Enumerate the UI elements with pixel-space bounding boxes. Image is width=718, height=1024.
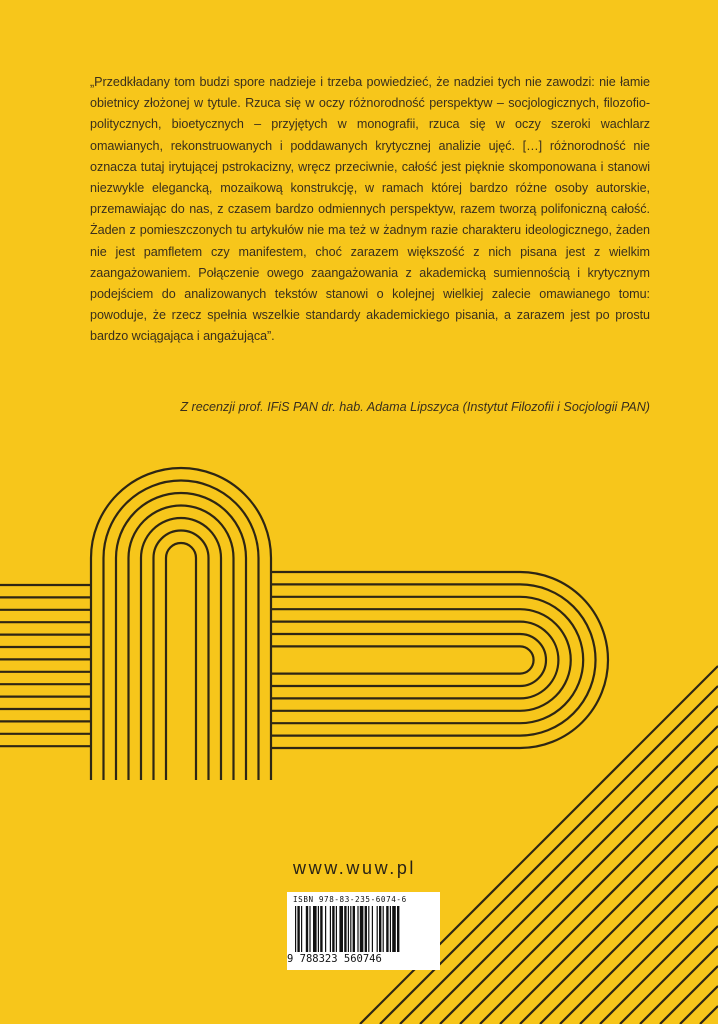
horizontal-lines (0, 585, 92, 746)
isbn-label: ISBN 978-83-235-6074-6 (293, 895, 407, 904)
hairpin-lines (272, 572, 608, 748)
arch-lines (91, 468, 271, 780)
ean-digits: 9 788323 560746 (287, 953, 382, 965)
review-attribution: Z recenzji prof. IFiS PAN dr. hab. Adama Lipszyca (Instytut Filozofii i Socjologii PAN) (180, 400, 650, 414)
publisher-website: www.wuw.pl (293, 858, 417, 878)
isbn-barcode (287, 892, 440, 970)
review-quote: „Przedkładany tom budzi spore nadzieje i trzeba powiedzieć, że nadziei tych nie zawodzi: nie łamie obietnicy złożonej w tytule. Rzuca się w oczy różnorodność perspektyw – socjologicznych, filozofio-politycznych, bioetycznych – przyjętych w monografii, rzuca się w oczy szeroki wachlarz omawianych, rekonstruowanych i poddawanych krytycznej analizie ujęć. […] różnorodność nie oznacza tutaj irytującej pstrokacizny, wręcz przeciwnie, całość jest pięknie skomponowana i stanowi niezwykle elegancką, mozaikową konstrukcję, w ramach której bardzo różne osoby autorskie, przemawiając do nas, z czasem bardzo odmiennych perspektyw, razem tworzą polifoniczną całość. Żaden z pomieszczonych tu artykułów nie ma też w żadnym razie charakteru ideologicznego, żaden nie jest pamfletem czy manifestem, choć zarazem większość z nich pisana jest z wielkim zaangażowaniem. Połączenie owego zaangażowania z akademicką sumiennością i krytycznym podejściem do analizowanych tekstów stanowi o kolejnej wielkiej zalecie omawianego tomu: powoduje, że rzecz spełnia wszelkie standardy akademickiego pisania, a zarazem jest po prostu bardzo wciągająca i angażująca”. (90, 75, 650, 344)
barcode-bars (295, 906, 432, 954)
